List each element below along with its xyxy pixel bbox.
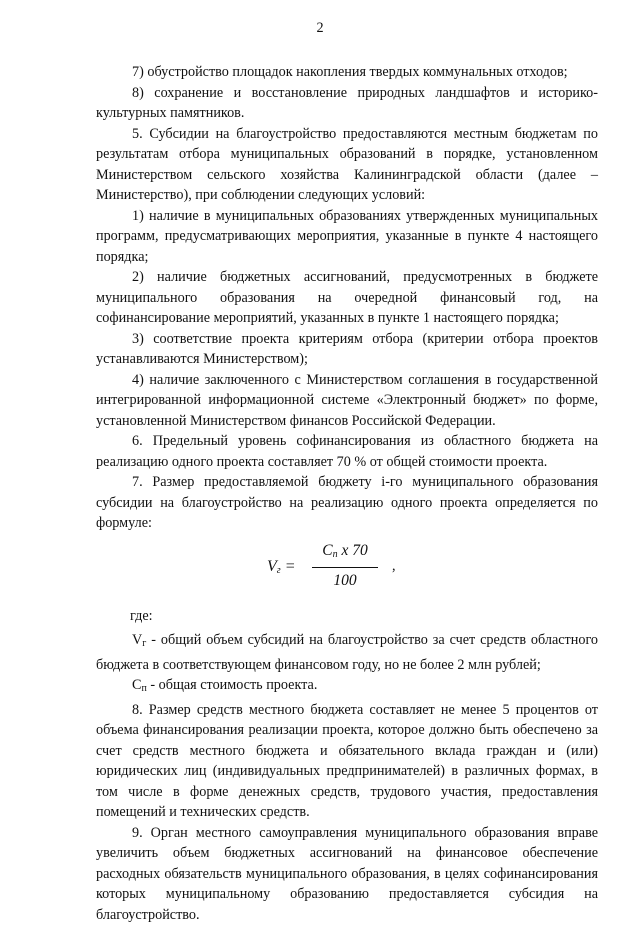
paragraph-clause-8: 8. Размер средств местного бюджета составляет не менее 5 процентов от объема финансирования реализации проекта, которое должно быть обеспечено за счет средств местного бюджета и обязательного вклада граждан и (или) юридических лиц (индивидуальных предпринимателей) в различных формах, в том числе в форме денежных средств, трудового участия, предоставления помещений и технических средств. [96, 700, 598, 823]
definition-vg: $V_г$ - общий объем субсидий на благоустройство за счет средств областного бюджета в соответствующем финансовом году, но не более 2 млн рублей; [96, 630, 598, 675]
paragraph-condition-2: 2) наличие бюджетных ассигнований, предусмотренных в бюджете муниципального образования на очередной финансовый год, на софинансирование мероприятий, указанных в пункте 1 настоящего порядка; [96, 267, 598, 329]
paragraph-clause-7: 7. Размер предоставляемой бюджету i-го муниципального образования субсидии на благоустройство на реализацию одного проекта определяется по формуле: [96, 472, 598, 534]
document-body [96, 62, 598, 925]
formula-numerator: $C_п$ x 70 [312, 540, 378, 566]
definition-cp: $C_п$ - общая стоимость проекта. [96, 675, 598, 700]
where-label: где: [130, 606, 598, 627]
page-number: 2 [0, 18, 640, 39]
subsidy-formula [96, 540, 598, 598]
formula-denominator: 100 [312, 571, 378, 591]
paragraph-condition-4: 4) наличие заключенного с Министерством соглашения в государственной интегрированной информационной системе «Электронный бюджет» по форме, установленной Министерством финансов Российской Федерации. [96, 370, 598, 432]
formula-fraction [312, 540, 378, 591]
paragraph-item-7: 7) обустройство площадок накопления твердых коммунальных отходов; [96, 62, 598, 83]
paragraph-condition-1: 1) наличие в муниципальных образованиях утвержденных муниципальных программ, предусматривающих мероприятия, указанные в пункте 4 настоящего порядка; [96, 206, 598, 268]
paragraph-clause-5: 5. Субсидии на благоустройство предоставляются местным бюджетам по результатам отбора муниципальных образований в порядке, установленном Министерством сельского хозяйства Калининградской области (далее – Министерство), при соблюдении следующих условий: [96, 124, 598, 206]
formula-lhs: $V_г$ = [267, 557, 295, 582]
paragraph-clause-6: 6. Предельный уровень софинансирования из областного бюджета на реализацию одного проекта составляет 70 % от общей стоимости проекта. [96, 431, 598, 472]
formula-comma: , [392, 556, 396, 577]
fraction-bar [312, 567, 378, 568]
paragraph-clause-9: 9. Орган местного самоуправления муниципального образования вправе увеличить объем бюджетных ассигнований на финансовое обеспечение расходных обязательств муниципального образования, в целях софинансирования которых муниципальному образованию предоставляется субсидия на благоустройство. [96, 823, 598, 925]
paragraph-item-8: 8) сохранение и восстановление природных ландшафтов и историко-культурных памятников. [96, 83, 598, 124]
paragraph-condition-3: 3) соответствие проекта критериям отбора (критерии отбора проектов устанавливаются Министерством); [96, 329, 598, 370]
